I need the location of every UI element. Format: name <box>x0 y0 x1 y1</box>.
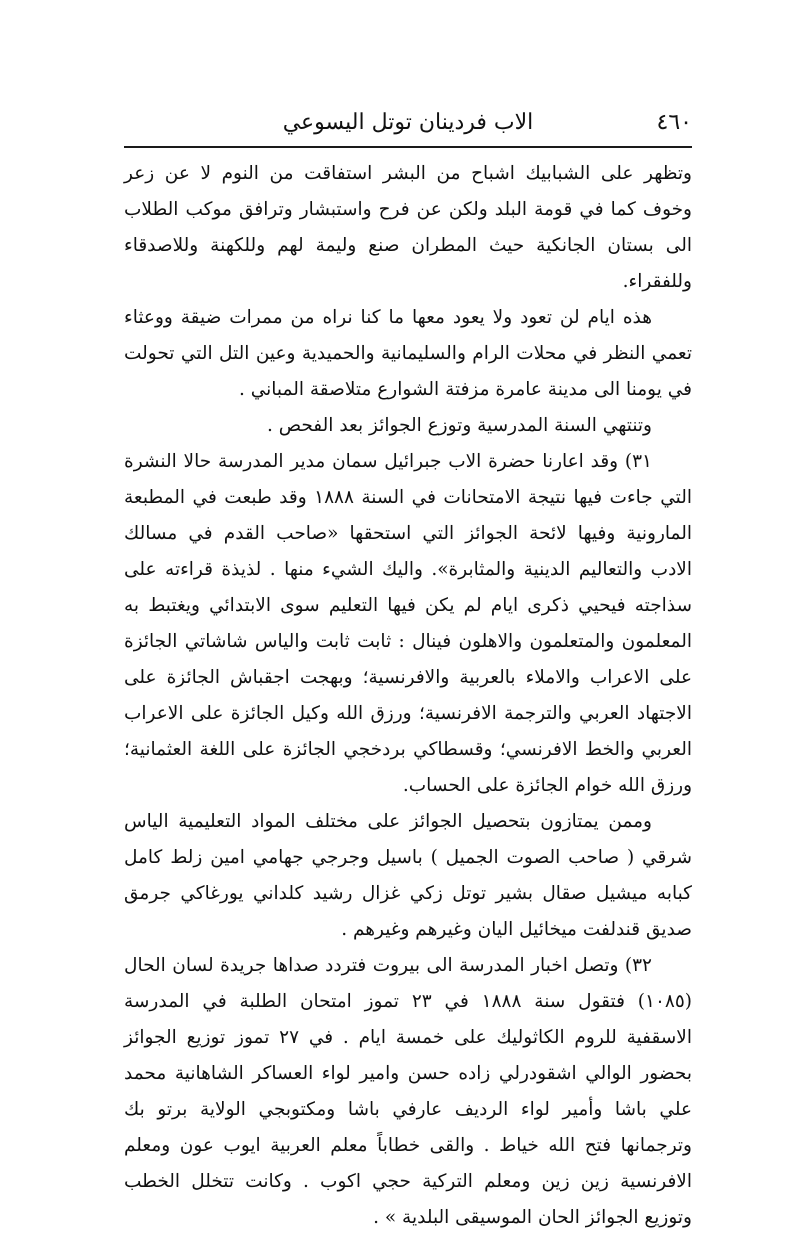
paragraph-numbered-31: ٣١) وقد اعارنا حضرة الاب جبرائيل سمان مدير المدرسة حالا النشرة التي جاءت فيها نتيجة الامتحانات في السنة ١٨٨٨ وقد طبعت في المطبعة المارونية وفيها لائحة الجوائز التي استحقها «صاحب القدم في مسالك الادب والتعاليم الدينية والمثابرة». واليك الشيء منها . لذيذة قراءته على سذاجته فيحيي ذكرى ايام لم يكن فيها التعليم سوى الابتدائي ويغتبط به المعلمون والمتعلمون والاهلون فينال : ثابت ثابت والياس شاشاتي الجائزة على الاعراب والاملاء بالعربية والافرنسية؛ وبهجت اجقباش الجائزة على الاجتهاد العربي والترجمة الافرنسية؛ ورزق الله وكيل الجائزة على الاعراب العربي والخط الافرنسي؛ وقسطاكي بردخجي الجائزة على اللغة العثمانية؛ ورزق الله خوام الجائزة على الحساب. <box>124 451 693 796</box>
header-rule <box>124 146 692 148</box>
paragraph-numbered-32: ٣٢) وتصل اخبار المدرسة الى بيروت فتردد صداها جريدة لسان الحال (١٠٨٥) فتقول سنة ١٨٨٨ في ٢٣ تموز امتحان الطلبة في المدرسة الاسقفية للروم الكاثوليك على خمسة ايام . في ٢٧ تموز توزيع الجوائز بحضور الوالي اشقودرلي زاده حسن وامير لواء العساكر الشاهانية محمد علي باشا وأمير لواء الرديف عارفي باشا ومكتوبجي الولاية برتو بك وترجمانها فتح الله خياط . والقى خطاباً معلم العربية ايوب عون ومعلم الافرنسية زين زين ومعلم التركية حجي اكوب . وكانت تتخلل الخطب وتوزيع الجوائز الحان الموسيقى البلدية » . <box>124 955 693 1228</box>
running-title: الاب فردينان توتل اليسوعي <box>282 110 534 135</box>
paragraph: هذه ايام لن تعود ولا يعود معها ما كنا نراه من ممرات ضيقة ووعثاء تعمي النظر في محلات الرام والسليمانية والحميدية وعين التل التي تحولت في يومنا الى مدينة عامرة مزفتة الشوارع متلاصقة المباني . <box>124 307 692 400</box>
paragraph: وتنتهي السنة المدرسية وتوزع الجوائز بعد الفحص . <box>266 415 652 436</box>
paragraph: وممن يمتازون بتحصيل الجوائز على مختلف المواد التعليمية الياس شرقي ( صاحب الصوت الجميل ) باسيل وجرجي جهامي امين زلط كامل كبابه ميشيل صقال بشير توتل زكي غزال رشيد كلداني يورغاكي جرمق صديق قندلفت ميخائيل اليان وغيرهم وغيرهم . <box>124 811 692 940</box>
paragraph: وتظهر على الشبابيك اشباح من البشر استفاقت من النوم لا عن زعر وخوف كما في قومة البلد ولكن عن فرح واستبشار وترافق موكب الطلاب الى بستان الجانكية حيث المطران صنع وليمة لهم وللكهنة وللاصدقاء وللفقراء. <box>124 163 692 292</box>
page-header <box>124 108 692 142</box>
body-text <box>124 156 692 1236</box>
page-number: ٤٦٠ <box>656 110 692 135</box>
